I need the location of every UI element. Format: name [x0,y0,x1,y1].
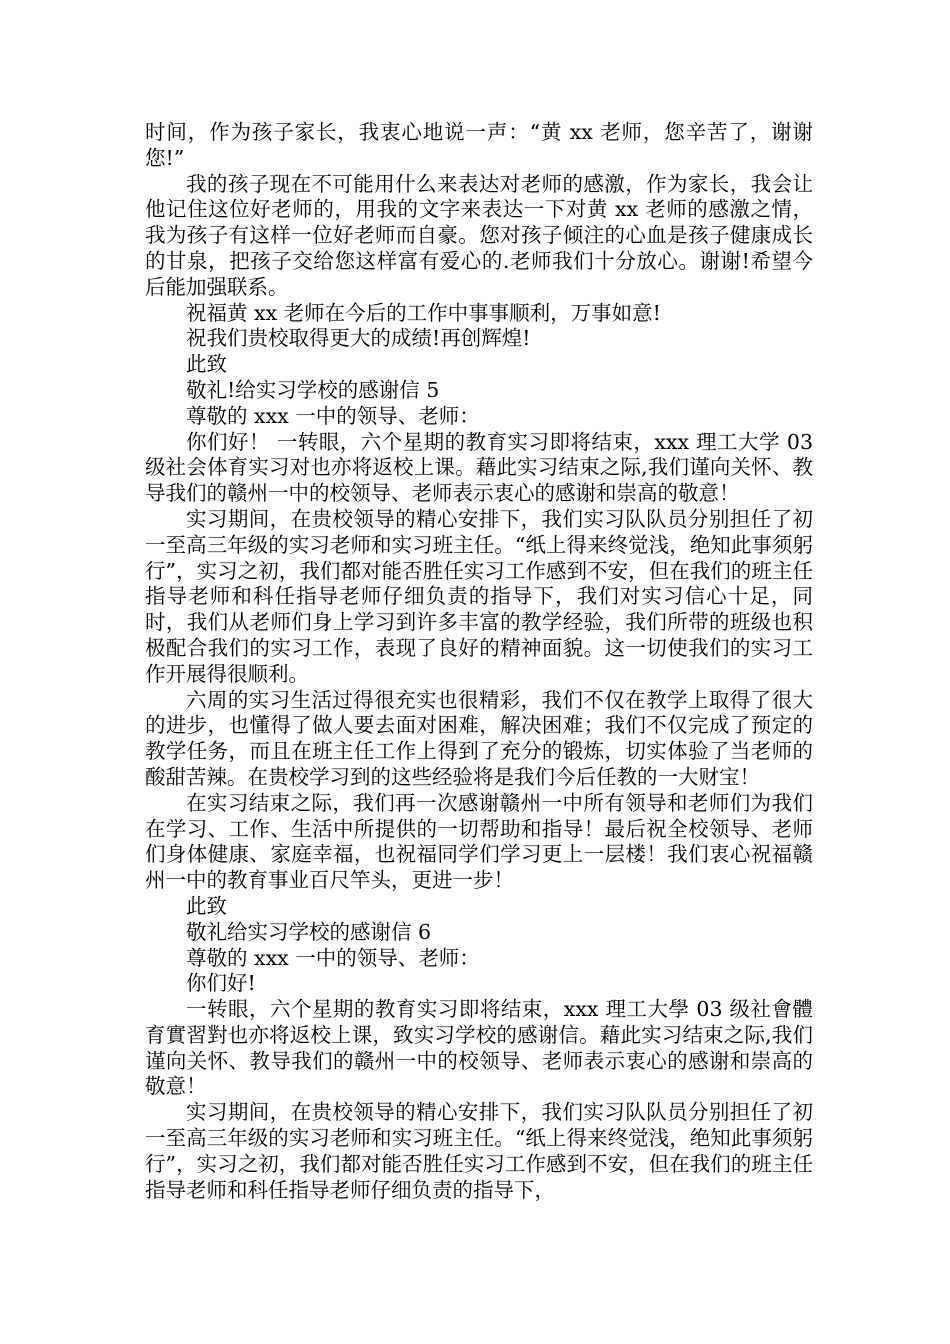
paragraph-gratitude: 我的孩子现在不可能用什么来表达对老师的感激，作为家长，我会让他记住这位好老师的，用我的文字来表达一下对黄 xx 老师的感激之情，我为孩子有这样一位好老师而自豪。您对孩子倾注的心血是孩子健康成长的甘泉，把孩子交给您这样富有爱心的.老师我们十分放心。谢谢!希望今后能加强联系。 [145,171,813,299]
blessing-line: 祝我们贵校取得更大的成绩!再创辉煌! [186,326,531,351]
paragraph-internship: 实习期间，在贵校领导的精心安排下，我们实习队队员分别担任了初一至高三年级的实习老师和实习班主任。“纸上得来终觉浅，绝知此事须躬行”，实习之初，我们都对能否胜任实习工作感到不安，但在我们的班主任指导老师和科任指导老师仔细负责的指导下，我们对实习信心十足，同时，我们从老师们身上学习到许多丰富的教学经验，我们所带的班级也积极配合我们的实习工作，表现了良好的精神面貌。这一切使我们的实习工作开展得很顺利。 [145,506,813,686]
greeting-line: 你们好! [186,971,256,996]
paragraph-internship: 实习期间，在贵校领导的精心安排下，我们实习队队员分别担任了初一至高三年级的实习老师和实习班主任。“纸上得来终觉浅，绝知此事须躬行”，实习之初，我们都对能否胜任实习工作感到不安，但在我们的班主任指导老师和科任指导老师仔细负责的指导下， [145,1100,813,1202]
paragraph-intro: 一转眼，六个星期的教育实习即将结束，xxx 理工大學 03 级社會體育實習對也亦将返校上课，致实习学校的感谢信。藉此实习结束之际,我们谨向关怀、教导我们的赣州一中的校领导、老师表示衷心的感谢和崇高的敬意！ [145,997,813,1099]
paragraph-experience: 六周的实习生活过得很充实也很精彩，我们不仅在教学上取得了很大的进步，也懂得了做人要去面对困难，解决困难；我们不仅完成了预定的教学任务，而且在班主任工作上得到了充分的锻炼，切实体验了当老师的酸甜苦辣。在贵校学习到的这些经验将是我们今后任教的一大财宝！ [145,687,813,789]
paragraph-greeting: 你们好！ 一转眼，六个星期的教育实习即将结束，xxx 理工大学 03 级社会体育实习对也亦将返校上课。藉此实习结束之际,我们谨向关怀、教导我们的赣州一中的校领导、老师表示衷心的感谢和崇高的敬意！ [145,429,813,506]
salutation-line: 尊敬的 xxx 一中的领导、老师： [186,945,480,970]
document-body [145,120,813,1203]
paragraph-thanks: 在实习结束之际，我们再一次感谢赣州一中所有领导和老师们为我们在学习、工作、生活中所提供的一切帮助和指导！最后祝全校领导、老师们身体健康、家庭幸福，也祝福同学们学习更上一层楼！我们衷心祝福赣州一中的教育事业百尺竿头，更进一步！ [145,790,813,893]
section-heading: 敬礼!给实习学校的感谢信 5 [186,377,440,402]
salutation-line: 尊敬的 xxx 一中的领导、老师： [186,403,480,428]
closing-line: 此致 [186,352,227,377]
closing-line: 此致 [186,893,227,918]
paragraph-continuation: 时间，作为孩子家长，我衷心地说一声：“黄 xx 老师，您辛苦了，谢谢您!” [145,120,813,170]
section-heading: 敬礼给实习学校的感谢信 6 [186,919,432,944]
blessing-line: 祝福黄 xx 老师在今后的工作中事事顺利，万事如意! [186,300,661,325]
